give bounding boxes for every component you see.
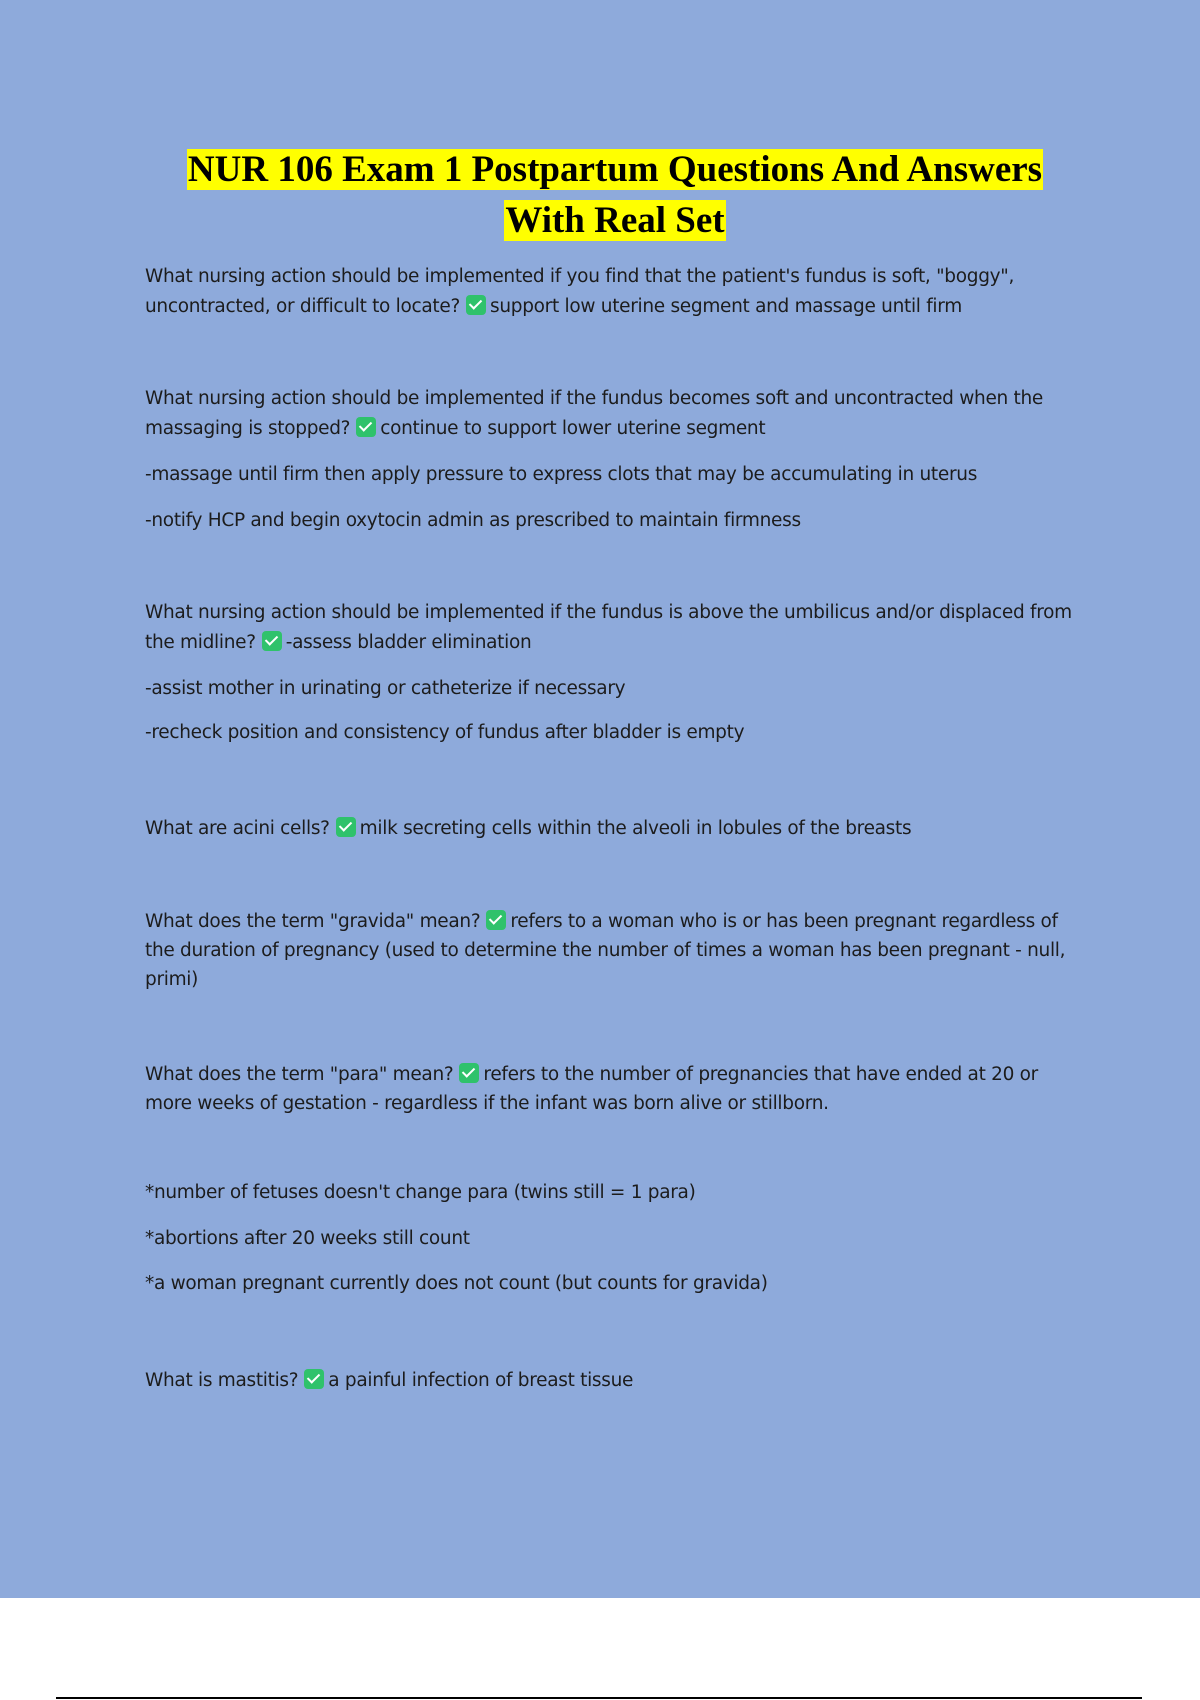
qa-item-mastitis (145, 1366, 1090, 1396)
question-text: What nursing action should be implemented if the fundus is above the umbilicus and/or displaced from (145, 602, 1072, 623)
answer-text: the duration of pregnancy (used to determine the number of times a woman has been pregnant - null, (145, 940, 1066, 961)
qa-item-fundus-soft-after-massage (145, 384, 1090, 536)
check-mark-icon (356, 417, 376, 437)
answer-text: primi) (145, 969, 199, 990)
answer-text: refers to the number of pregnancies that have ended at 20 or (483, 1064, 1038, 1085)
answer-text: -assess bladder elimination (285, 632, 532, 653)
question-text: What is mastitis? (145, 1370, 299, 1391)
qa-item-gravida (145, 907, 1090, 994)
question-text: What does the term "gravida" mean? (145, 911, 481, 932)
answer-detail: -notify HCP and begin oxytocin admin as prescribed to maintain firmness (145, 510, 801, 531)
qa-item-fundus-displaced (145, 598, 1090, 748)
qa-item-para (145, 1060, 1090, 1299)
question-text: uncontracted, or difficult to locate? (145, 296, 460, 317)
check-mark-icon (304, 1369, 324, 1389)
answer-text: support low uterine segment and massage until firm (489, 296, 962, 317)
check-mark-icon (486, 910, 506, 930)
title-line-2: With Real Set (505, 200, 725, 241)
qa-item-acini-cells (145, 814, 1090, 844)
check-mark-icon (466, 295, 486, 315)
answer-detail: -assist mother in urinating or catheterize if necessary (145, 678, 626, 699)
answer-text: a painful infection of breast tissue (328, 1370, 634, 1391)
answer-detail: *a woman pregnant currently does not count (but counts for gravida) (145, 1273, 768, 1294)
answer-text: milk secreting cells within the alveoli in lobules of the breasts (359, 818, 912, 839)
answer-text: more weeks of gestation - regardless if the infant was born alive or stillborn. (145, 1093, 829, 1114)
document-title (140, 144, 1090, 246)
answer-detail: *abortions after 20 weeks still count (145, 1228, 470, 1249)
answer-detail: -massage until firm then apply pressure to express clots that may be accumulating in uterus (145, 464, 978, 485)
answer-detail: -recheck position and consistency of fundus after bladder is empty (145, 722, 745, 743)
question-text: massaging is stopped? (145, 418, 351, 439)
question-text: What nursing action should be implemented if the fundus becomes soft and uncontracted when the (145, 388, 1044, 409)
check-mark-icon (336, 817, 356, 837)
title-line-1: NUR 106 Exam 1 Postpartum Questions And Answers (187, 149, 1043, 190)
answer-text: continue to support lower uterine segment (380, 418, 766, 439)
question-text: What nursing action should be implemented if you find that the patient's fundus is soft, "boggy", (145, 266, 1015, 287)
qa-item-fundus-boggy (145, 262, 1090, 322)
answer-detail: *number of fetuses doesn't change para (twins still = 1 para) (145, 1182, 696, 1203)
question-text: What does the term "para" mean? (145, 1064, 454, 1085)
check-mark-icon (459, 1063, 479, 1083)
check-mark-icon (262, 631, 282, 651)
answer-text: refers to a woman who is or has been pregnant regardless of (510, 911, 1058, 932)
question-text: the midline? (145, 632, 256, 653)
page-divider (56, 1697, 1142, 1699)
question-text: What are acini cells? (145, 818, 330, 839)
